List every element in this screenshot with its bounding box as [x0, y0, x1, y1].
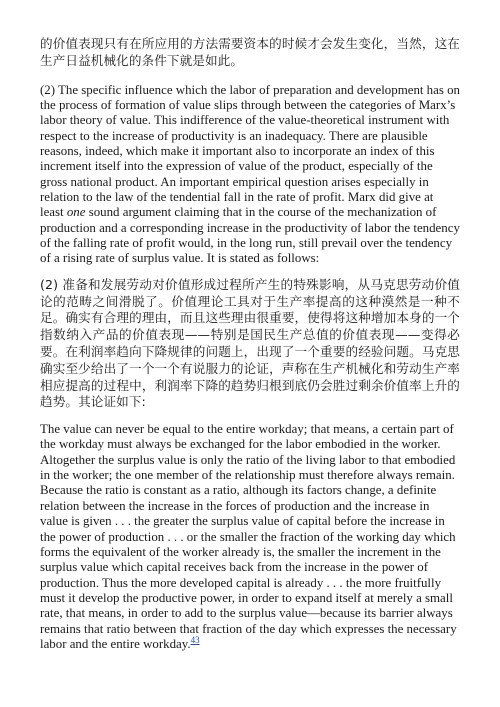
chinese-paragraph-intro: 的价值表现只有在所应用的方法需要资本的时候才会发生变化，当然，这在生产日益机械化的条件下就是如此。: [40, 36, 460, 68]
english-paragraph-2-text-b: sound argument claiming that in the course of the mechanization of production and a corresponding increase in the productivity of labor the tendency of the falling rate of profit would, in the long run, still prevail over the tendency of a rising rate of surplus value. It is stated as follows:: [40, 205, 460, 266]
english-paragraph-2-text-a: (2) The specific influence which the labor of preparation and development has on the process of formation of value slips through between the categories of Marx’s labor theory of value. This indifference of the value-theoretical instrument with respect to the increase of productivity is an inadequacy. There are plausible reasons, indeed, which make it important also to incorporate an index of this increment itself into the expression of value of the product, especially of the gross national product. An important empirical question arises especially in relation to the law of the tendential fall in the rate of profit. Marx did give at least: [40, 82, 460, 220]
block-quote: [40, 422, 460, 652]
chinese-paragraph-2: (2) 准备和发展劳动对价值形成过程所产生的特殊影响，从马克思劳动价值论的范畴之间滑脱了。价值理论工具对于生产率提高的这种漠然是一种不足。确实有合理的理由，而且这些理由很重要，使得将这种增加本身的一个指数纳入产品的价值表现——特别是国民生产总值的价值表现——变得必要。在利润率趋向下降规律的问题上，出现了一个重要的经验问题。马克思确实至少给出了一个一个有说服力的论证，声称在生产机械化和劳动生产率相应提高的过程中，利润率下降的趋势归根到底仍会胜过剩余价值率上升的趋势。其论证如下:: [40, 276, 460, 410]
emphasis-one: one: [66, 205, 86, 220]
english-paragraph-2: [40, 83, 460, 267]
block-quote-text: The value can never be equal to the entire workday; that means, a certain part of the workday must always be exchanged for the labor embodied in the worker. Altogether the surplus value is only the ratio of the living labor to that embodied in the worker; the one member of the relationship must therefore always remain. Because the ratio is constant as a ratio, although its factors change, a definite relation between the increase in the forces of production and the increase in value is given . . . the greater the surplus value of capital before the increase in the power of production . . . or the smaller the fraction of the working day which forms the equivalent of the worker already is, the smaller the increment in the surplus value which capital receives back from the increase in the power of production. Thus the more developed capital is already . . . the more fruitfully must it develop the productive power, in order to expand itself at merely a small rate, that means, in order to add to the surplus value—because its barrier always remains that ratio between that fraction of the day which expresses the necessary labor and the entire workday.: [40, 422, 457, 651]
footnote-link-43[interactable]: 43: [190, 634, 200, 645]
footnote-ref: [191, 634, 200, 646]
